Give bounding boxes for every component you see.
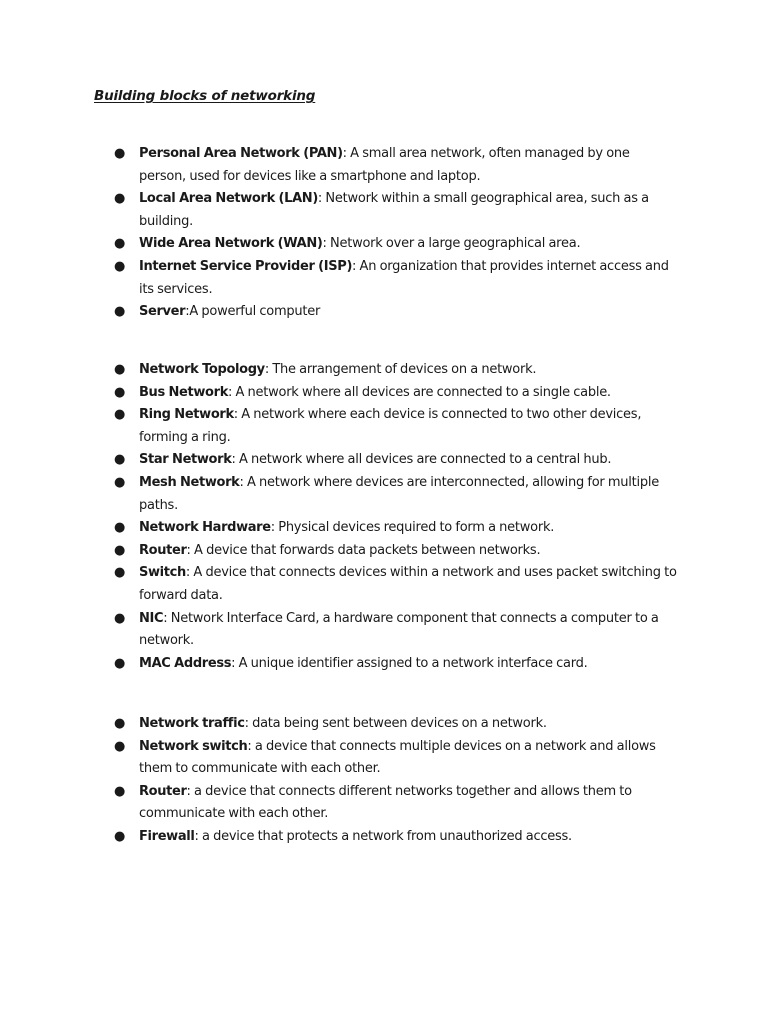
bullet-list-group-1: [0, 143, 768, 324]
term: NIC: [139, 610, 164, 626]
definition: : A small area network, often managed by one person, used for devices like a smartphone and laptop.: [139, 146, 630, 184]
list-item: [0, 472, 768, 517]
definition: : Network within a small geographical area, such as a building.: [139, 191, 649, 229]
bullet-icon: ●: [114, 738, 126, 754]
bullet-list-group-2: [0, 359, 768, 675]
bullet-icon: ●: [114, 610, 126, 626]
bullet-icon: ●: [114, 565, 126, 581]
bullet-icon: ●: [114, 146, 126, 161]
list-item: [0, 713, 768, 736]
bullet-icon: ●: [114, 542, 126, 558]
bullet-icon: ●: [114, 362, 126, 377]
list-item: [0, 233, 768, 256]
term: Network traffic: [139, 716, 245, 731]
definition: : A device that forwards data packets between networks.: [186, 542, 541, 558]
bullet-icon: ●: [114, 474, 126, 490]
bullet-icon: ●: [114, 258, 126, 274]
term: Network Hardware: [139, 520, 271, 536]
bullet-icon: ●: [114, 191, 126, 207]
term: Mesh Network: [139, 474, 240, 490]
term: MAC Address: [139, 655, 232, 671]
definition: : An organization that provides internet access and its services.: [139, 258, 669, 297]
list-item: [0, 188, 768, 233]
definition: : a device that connects multiple devices on a network and allows them to communicate with each other.: [139, 738, 656, 777]
term: Network switch: [139, 738, 248, 754]
term: Internet Service Provider (ISP): [139, 258, 353, 274]
term: Star Network: [139, 452, 232, 468]
bullet-icon: ●: [114, 384, 126, 400]
bullet-icon: ●: [114, 828, 126, 844]
list-item: [0, 653, 768, 676]
bullet-icon: ●: [114, 452, 126, 468]
list-item: [0, 562, 768, 607]
list-item: [0, 404, 768, 449]
bullet-icon: ●: [114, 716, 126, 731]
definition: : A device that connects devices within a network and uses packet switching to forward data.: [139, 565, 677, 603]
definition: : a device that connects different networks together and allows them to communicate with each other.: [139, 783, 632, 822]
term: Server: [139, 304, 186, 320]
term: Router: [139, 542, 187, 558]
term: Switch: [139, 565, 186, 581]
bullet-icon: ●: [114, 783, 126, 799]
document-title: Building blocks of networking: [94, 88, 316, 104]
list-item: [0, 826, 768, 849]
list-item: [0, 301, 768, 324]
definition: : Network Interface Card, a hardware component that connects a computer to a network.: [139, 610, 659, 649]
bullet-icon: ●: [114, 304, 126, 320]
definition: :A powerful computer: [185, 304, 321, 320]
definition: : Physical devices required to form a network.: [270, 520, 555, 536]
bullet-list-group-3: [0, 713, 768, 849]
definition: : A unique identifier assigned to a network interface card.: [231, 655, 588, 671]
list-item: [0, 143, 768, 188]
definition: : A network where all devices are connected to a central hub.: [231, 452, 612, 468]
definition: : A network where each device is connected to two other devices, forming a ring.: [139, 407, 642, 445]
list-item: [0, 781, 768, 826]
definition: : The arrangement of devices on a network.: [264, 362, 537, 377]
bullet-icon: ●: [114, 407, 126, 423]
definition: : A network where all devices are connected to a single cable.: [228, 384, 611, 400]
bullet-icon: ●: [114, 655, 126, 671]
term: Personal Area Network (PAN): [139, 146, 343, 161]
definition: : Network over a large geographical area.: [322, 236, 581, 252]
term: Network Topology: [139, 362, 265, 377]
term: Wide Area Network (WAN): [139, 236, 323, 252]
definition: : A network where devices are interconnected, allowing for multiple paths.: [139, 474, 659, 513]
bullet-icon: ●: [114, 236, 126, 252]
list-item: [0, 359, 768, 382]
term: Router: [139, 783, 187, 799]
list-item: [0, 382, 768, 405]
list-item: [0, 540, 768, 563]
term: Bus Network: [139, 384, 228, 400]
term: Firewall: [139, 828, 195, 844]
term: Ring Network: [139, 407, 234, 423]
list-item: [0, 736, 768, 781]
term: Local Area Network (LAN): [139, 191, 318, 207]
list-item: [0, 256, 768, 301]
list-item: [0, 608, 768, 653]
bullet-icon: ●: [114, 520, 126, 536]
definition: : a device that protects a network from unauthorized access.: [194, 828, 572, 844]
list-item: [0, 449, 768, 472]
definition: : data being sent between devices on a network.: [244, 716, 547, 731]
list-item: [0, 517, 768, 540]
